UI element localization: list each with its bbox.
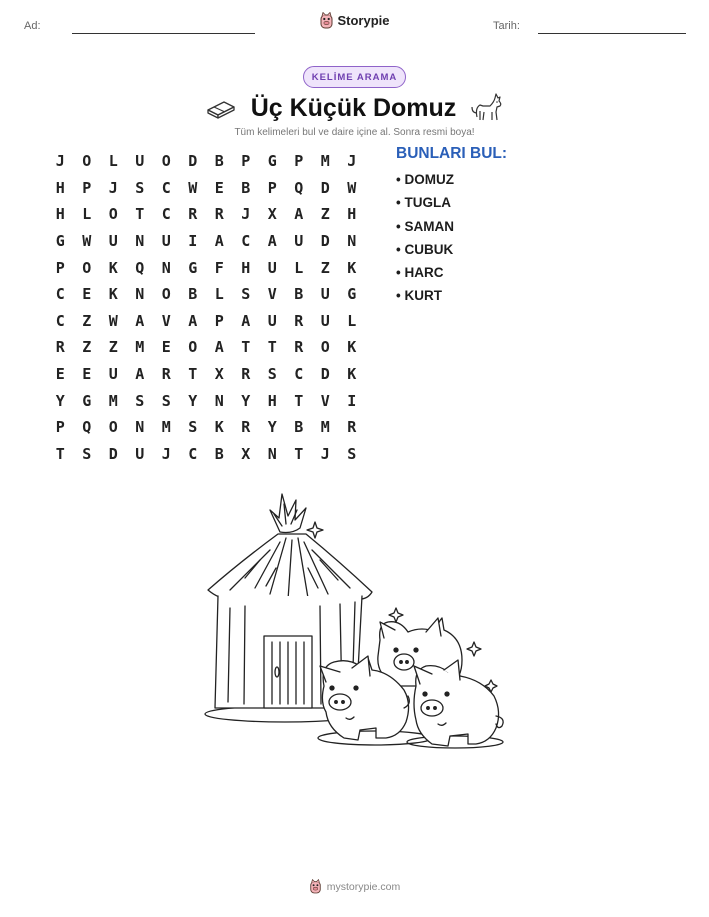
- grid-cell[interactable]: S: [347, 444, 357, 463]
- grid-cell[interactable]: C: [294, 365, 304, 384]
- grid-cell[interactable]: B: [214, 152, 224, 171]
- grid-cell[interactable]: A: [214, 338, 224, 357]
- grid-cell[interactable]: S: [135, 391, 145, 410]
- grid-cell[interactable]: B: [294, 418, 304, 437]
- grid-cell[interactable]: U: [267, 311, 277, 330]
- word-list-item: • KURT: [396, 288, 442, 304]
- grid-cell[interactable]: R: [241, 418, 251, 437]
- name-label: Ad:: [24, 20, 41, 32]
- grid-cell[interactable]: K: [108, 285, 118, 304]
- straw-house-pigs-illustration: [200, 490, 510, 760]
- grid-cell[interactable]: Y: [241, 391, 251, 410]
- name-line: [72, 33, 255, 34]
- grid-cell[interactable]: S: [161, 391, 171, 410]
- grid-cell[interactable]: T: [267, 338, 277, 357]
- grid-cell[interactable]: R: [55, 338, 65, 357]
- grid-cell[interactable]: W: [82, 232, 92, 251]
- grid-cell[interactable]: V: [320, 391, 330, 410]
- title-row: [0, 88, 709, 128]
- grid-cell[interactable]: O: [161, 285, 171, 304]
- grid-cell[interactable]: U: [267, 258, 277, 277]
- grid-cell[interactable]: F: [214, 258, 224, 277]
- grid-cell[interactable]: N: [135, 232, 145, 251]
- wolf-icon: [470, 91, 504, 125]
- page-title: Üç Küçük Domuz: [250, 93, 457, 122]
- grid-cell[interactable]: L: [82, 205, 92, 224]
- grid-cell[interactable]: M: [108, 391, 118, 410]
- grid-cell[interactable]: W: [108, 311, 118, 330]
- word-list-item: • HARC: [396, 265, 444, 281]
- word-list: [396, 170, 454, 310]
- grid-cell[interactable]: I: [347, 391, 357, 410]
- grid-cell[interactable]: M: [320, 152, 330, 171]
- grid-cell[interactable]: R: [294, 338, 304, 357]
- grid-cell[interactable]: L: [347, 311, 357, 330]
- grid-cell[interactable]: E: [82, 285, 92, 304]
- grid-cell[interactable]: J: [347, 152, 357, 171]
- grid-cell[interactable]: M: [320, 418, 330, 437]
- grid-cell[interactable]: A: [267, 232, 277, 251]
- grid-cell[interactable]: L: [214, 285, 224, 304]
- grid-cell[interactable]: T: [135, 205, 145, 224]
- grid-cell[interactable]: X: [241, 444, 251, 463]
- grid-cell[interactable]: D: [188, 152, 198, 171]
- grid-cell[interactable]: O: [82, 152, 92, 171]
- word-search-grid: [47, 148, 365, 467]
- grid-cell[interactable]: P: [214, 311, 224, 330]
- grid-cell[interactable]: C: [55, 285, 65, 304]
- grid-cell[interactable]: V: [161, 311, 171, 330]
- grid-cell[interactable]: P: [241, 152, 251, 171]
- grid-cell[interactable]: E: [214, 178, 224, 197]
- instructions: Tüm kelimeleri bul ve daire içine al. Sonra resmi boya!: [234, 127, 475, 138]
- grid-cell[interactable]: N: [214, 391, 224, 410]
- grid-cell[interactable]: J: [108, 178, 118, 197]
- grid-cell[interactable]: R: [161, 365, 171, 384]
- grid-cell[interactable]: K: [347, 365, 357, 384]
- pig-mascot-icon: [319, 12, 334, 29]
- grid-cell[interactable]: S: [188, 418, 198, 437]
- grid-cell[interactable]: D: [108, 444, 118, 463]
- grid-cell[interactable]: A: [214, 232, 224, 251]
- grid-cell[interactable]: P: [267, 178, 277, 197]
- grid-cell[interactable]: D: [320, 178, 330, 197]
- grid-cell[interactable]: G: [82, 391, 92, 410]
- grid-cell[interactable]: P: [294, 152, 304, 171]
- grid-cell[interactable]: C: [188, 444, 198, 463]
- grid-cell[interactable]: Z: [82, 338, 92, 357]
- grid-cell[interactable]: C: [241, 232, 251, 251]
- grid-cell[interactable]: Y: [188, 391, 198, 410]
- grid-cell[interactable]: G: [188, 258, 198, 277]
- grid-cell[interactable]: T: [55, 444, 65, 463]
- grid-cell[interactable]: G: [267, 152, 277, 171]
- word-list-item: • TUGLA: [396, 195, 451, 211]
- grid-cell[interactable]: R: [241, 365, 251, 384]
- grid-cell[interactable]: W: [188, 178, 198, 197]
- grid-cell[interactable]: O: [188, 338, 198, 357]
- grid-cell[interactable]: J: [320, 444, 330, 463]
- grid-cell[interactable]: V: [267, 285, 277, 304]
- grid-cell[interactable]: N: [161, 258, 171, 277]
- grid-cell[interactable]: T: [294, 444, 304, 463]
- footer-url[interactable]: mystorypie.com: [326, 880, 401, 893]
- grid-cell[interactable]: B: [214, 444, 224, 463]
- grid-cell[interactable]: N: [267, 444, 277, 463]
- grid-cell[interactable]: U: [320, 311, 330, 330]
- grid-cell[interactable]: J: [161, 444, 171, 463]
- grid-cell[interactable]: N: [347, 232, 357, 251]
- grid-cell[interactable]: A: [241, 311, 251, 330]
- grid-cell[interactable]: X: [214, 365, 224, 384]
- grid-cell[interactable]: O: [161, 152, 171, 171]
- brick-icon: [205, 97, 237, 119]
- footer: [0, 879, 709, 894]
- grid-cell[interactable]: T: [241, 338, 251, 357]
- grid-cell[interactable]: P: [82, 178, 92, 197]
- grid-cell[interactable]: U: [294, 232, 304, 251]
- grid-cell[interactable]: D: [320, 232, 330, 251]
- grid-cell[interactable]: A: [135, 311, 145, 330]
- grid-cell[interactable]: T: [294, 391, 304, 410]
- brand-name: Storypie: [337, 13, 390, 28]
- grid-cell[interactable]: C: [55, 311, 65, 330]
- grid-cell[interactable]: H: [267, 391, 277, 410]
- grid-cell[interactable]: B: [294, 285, 304, 304]
- words-to-find-title: BUNLARI BUL:: [396, 145, 508, 162]
- grid-cell[interactable]: Z: [320, 258, 330, 277]
- grid-cell[interactable]: I: [188, 232, 198, 251]
- grid-cell[interactable]: J: [241, 205, 251, 224]
- category-badge: KELİME ARAMA: [303, 66, 406, 88]
- brand-logo: [0, 12, 709, 29]
- word-list-item: • CUBUK: [396, 241, 454, 257]
- grid-cell[interactable]: K: [347, 338, 357, 357]
- grid-cell[interactable]: O: [108, 418, 118, 437]
- grid-cell[interactable]: L: [108, 152, 118, 171]
- grid-cell[interactable]: H: [241, 258, 251, 277]
- grid-cell[interactable]: W: [347, 178, 357, 197]
- grid-cell[interactable]: C: [161, 205, 171, 224]
- grid-cell[interactable]: Z: [108, 338, 118, 357]
- grid-cell[interactable]: Y: [267, 418, 277, 437]
- grid-cell[interactable]: N: [135, 285, 145, 304]
- grid-cell[interactable]: D: [320, 365, 330, 384]
- grid-cell[interactable]: Q: [294, 178, 304, 197]
- grid-cell[interactable]: S: [82, 444, 92, 463]
- grid-cell[interactable]: N: [135, 418, 145, 437]
- grid-cell[interactable]: G: [347, 285, 357, 304]
- grid-cell[interactable]: O: [320, 338, 330, 357]
- grid-cell[interactable]: B: [188, 285, 198, 304]
- grid-cell[interactable]: C: [161, 178, 171, 197]
- grid-cell[interactable]: S: [267, 365, 277, 384]
- grid-cell[interactable]: R: [214, 205, 224, 224]
- grid-cell[interactable]: R: [347, 418, 357, 437]
- grid-cell[interactable]: O: [82, 258, 92, 277]
- grid-cell[interactable]: U: [108, 232, 118, 251]
- grid-cell[interactable]: Z: [82, 311, 92, 330]
- grid-cell[interactable]: U: [320, 285, 330, 304]
- grid-cell[interactable]: M: [161, 418, 171, 437]
- grid-cell[interactable]: B: [241, 178, 251, 197]
- grid-cell[interactable]: S: [135, 178, 145, 197]
- grid-cell[interactable]: P: [55, 258, 65, 277]
- grid-cell[interactable]: Z: [320, 205, 330, 224]
- grid-cell[interactable]: E: [55, 365, 65, 384]
- grid-cell[interactable]: J: [55, 152, 65, 171]
- grid-cell[interactable]: E: [82, 365, 92, 384]
- grid-cell[interactable]: Q: [135, 258, 145, 277]
- grid-cell[interactable]: K: [214, 418, 224, 437]
- grid-cell[interactable]: K: [347, 258, 357, 277]
- grid-cell[interactable]: Q: [82, 418, 92, 437]
- grid-cell[interactable]: H: [55, 178, 65, 197]
- grid-cell[interactable]: O: [108, 205, 118, 224]
- grid-cell[interactable]: U: [135, 444, 145, 463]
- grid-cell[interactable]: R: [188, 205, 198, 224]
- grid-cell[interactable]: Y: [55, 391, 65, 410]
- grid-cell[interactable]: X: [267, 205, 277, 224]
- grid-cell[interactable]: U: [161, 232, 171, 251]
- grid-cell[interactable]: U: [135, 152, 145, 171]
- grid-cell[interactable]: A: [135, 365, 145, 384]
- grid-cell[interactable]: H: [55, 205, 65, 224]
- grid-cell[interactable]: S: [241, 285, 251, 304]
- grid-cell[interactable]: M: [135, 338, 145, 357]
- grid-cell[interactable]: A: [188, 311, 198, 330]
- grid-cell[interactable]: A: [294, 205, 304, 224]
- grid-cell[interactable]: L: [294, 258, 304, 277]
- grid-cell[interactable]: R: [294, 311, 304, 330]
- grid-cell[interactable]: U: [108, 365, 118, 384]
- word-list-item: • SAMAN: [396, 218, 454, 234]
- grid-cell[interactable]: H: [347, 205, 357, 224]
- grid-cell[interactable]: T: [188, 365, 198, 384]
- grid-cell[interactable]: G: [55, 232, 65, 251]
- date-line: [538, 33, 686, 34]
- pig-mascot-icon: [309, 879, 322, 894]
- grid-cell[interactable]: P: [55, 418, 65, 437]
- word-list-item: • DOMUZ: [396, 172, 454, 187]
- grid-cell[interactable]: K: [108, 258, 118, 277]
- date-label: Tarih:: [493, 20, 520, 32]
- grid-cell[interactable]: E: [161, 338, 171, 357]
